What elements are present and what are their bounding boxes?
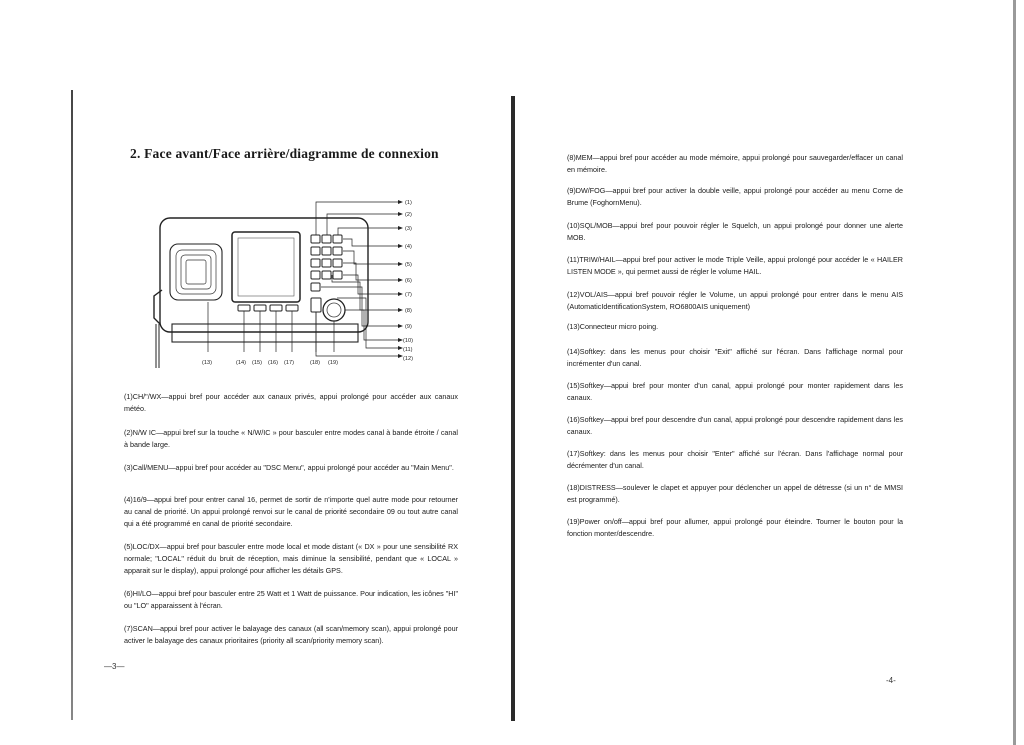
mic-connector (154, 290, 162, 324)
desc-19-power: (19)Power on/off—appui bref pour allumer, appui prolongé pour éteindre. Tourner le bouton pour la fonction monter/descendre. (567, 517, 903, 539)
desc-5-loc-dx: (5)LOC/DX—appui bref pour basculer entre mode local et mode distant (« DX » pour une sensibilité RX normale; "LOCAL" réduit du bruit de réception, mais diminue la sensibilité, pendant que « LOCAL » apparait sur le display), appui prolongé pour afficher les détails GPS. (124, 542, 458, 576)
power-volume-knob (323, 299, 345, 321)
desc-17-softkey: (17)Softkey: dans les menus pour choisir "Enter" affiché sur l'écran. Dans l'affichage normal pour décrémenter d'un canal. (567, 449, 903, 471)
callout-10: (10) (403, 338, 413, 344)
speaker-rings (176, 250, 216, 294)
callout-16: (16) (268, 360, 278, 366)
desc-13-mic-connector: (13)Connecteur micro poing. (567, 322, 659, 331)
desc-8-mem: (8)MEM—appui bref pour accéder au mode mémoire, appui prolongé pour sauvegarder/effacer un canal en mémoire. (567, 153, 903, 175)
callout-13: (13) (202, 360, 212, 366)
desc-14-softkey: (14)Softkey: dans les menus pour choisir "Exit" affiché sur l'écran. Dans l'affichage normal pour incrémenter d'un canal. (567, 347, 903, 369)
section-heading: 2. Face avant/Face arrière/diagramme de connexion (130, 146, 439, 161)
callout-17: (17) (284, 360, 294, 366)
radio-front-panel-diagram (140, 190, 420, 370)
desc-9-dw-fog: (9)DW/FOG—appui bref pour activer la double veille, appui prolongé pour accéder au menu Corne de Brume (FoghornMenu). (567, 186, 903, 208)
page-edge-right (1013, 0, 1016, 745)
desc-2-nw-ic: (2)N/W IC—appui bref sur la touche « N/W/IC » pour basculer entre modes canal à bande étroite / canal à bande large. (124, 428, 458, 450)
callout-19: (19) (328, 360, 338, 366)
keypad (311, 235, 342, 291)
page-edge-left (71, 90, 73, 720)
desc-1-ch-wx: (1)CH/"/WX—appui bref pour accéder aux canaux privés, appui prolongé pour accéder aux canaux météo. (124, 392, 458, 414)
page-number-right: -4- (886, 676, 896, 685)
desc-18-distress: (18)DISTRESS—soulever le clapet et appuyer pour déclencher un appel de détresse (si un n° de MMSI est programmé). (567, 483, 903, 505)
callout-7: (7) (405, 292, 412, 298)
callout-11: (11) (403, 347, 413, 353)
speaker-grille (170, 244, 222, 300)
callout-1: (1) (405, 200, 412, 206)
callout-12: (12) (403, 356, 413, 362)
desc-7-scan: (7)SCAN—appui bref pour activer le balayage des canaux (all scan/memory scan), appui prolongé pour activer le balayage des canaux prioritaires (priority all scan/priority memory scan). (124, 624, 458, 646)
desc-10-sql-mob: (10)SQL/MOB—appui bref pour pouvoir régler le Squelch, un appui prolongé pour donner une alerte MOB. (567, 221, 903, 243)
desc-4-16-9: (4)16/9—appui bref pour entrer canal 16, permet de sortir de n'importe quel autre mode pour retourner au canal de priorité. Un appui prolongé renvoi sur le canal de priorité secondaire 09 ou tout autre canal qui a été programmé en canal de priorité secondaire. (124, 495, 458, 529)
callout-3: (3) (405, 226, 412, 232)
desc-6-hi-lo: (6)HI/LO—appui bref pour basculer entre 25 Watt et 1 Watt de puissance. Pour indication, les icônes "HI" ou "LO" apparaissent à l'écran. (124, 589, 458, 611)
callout-8: (8) (405, 308, 412, 314)
desc-11-triw-hail: (11)TRIW/HAIL—appui bref pour activer le mode Triple Veille, appui prolongé pour accéder le « HAILER LISTEN MODE », qui permet aussi de régler le volume HAIL. (567, 255, 903, 277)
book-binding (511, 96, 515, 721)
callout-9: (9) (405, 324, 412, 330)
callout-5: (5) (405, 262, 412, 268)
callout-15: (15) (252, 360, 262, 366)
desc-15-softkey: (15)Softkey—appui bref pour monter d'un canal, appui prolongé pour monter rapidement dans les canaux. (567, 381, 903, 403)
callout-18: (18) (310, 360, 320, 366)
desc-12-vol-ais: (12)VOL/AIS—appui bref pouvoir régler le Volume, un appui prolongé pour entrer dans le menu AIS (AutomaticIdentificationSystem, RO6800AIS uniquement) (567, 290, 903, 312)
callout-14: (14) (236, 360, 246, 366)
distress-button (311, 298, 321, 312)
callout-4: (4) (405, 244, 412, 250)
callout-6: (6) (405, 278, 412, 284)
softkeys (238, 305, 298, 311)
radio-base (172, 324, 358, 342)
lcd-screen (232, 232, 300, 302)
desc-16-softkey: (16)Softkey—appui bref pour descendre d'un canal, appui prolongé pour descendre rapidement dans les canaux. (567, 415, 903, 437)
callout-2: (2) (405, 212, 412, 218)
page-number-left: —3— (104, 662, 125, 671)
desc-3-call-menu: (3)Call/MENU—appui bref pour accéder au "DSC Menu", appui prolongé pour accéder au "Main Menu". (124, 463, 454, 472)
